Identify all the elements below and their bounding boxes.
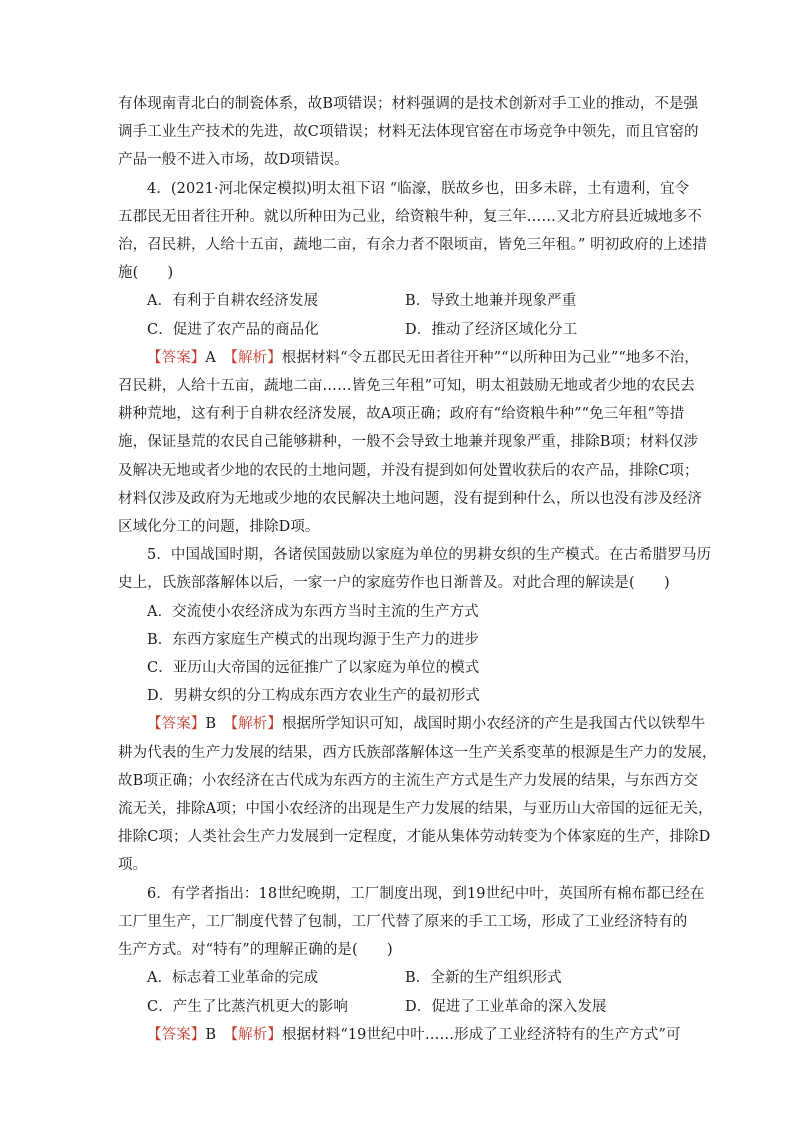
analysis-line: 耕种荒地，这有利于自耕农经济发展，故A项正确；政府有“给资粮牛种”“免三年租”等措 [118,406,685,423]
text-line: 调手工业生产技术的先进，故C项错误；材料无法体现官窑在市场竞争中领先，而且官窑的 [118,124,699,141]
option-c: C．促进了农产品的商品化 [147,321,319,338]
analysis-label: 【解析】 [230,1026,282,1043]
options-row [118,993,678,1021]
analysis-line: 施，保证垦荒的农民自己能够耕种，一般不会导致土地兼并现象严重，排除B项；材料仅涉 [118,434,699,451]
analysis-line: 召民耕，人给十五亩，蔬地二亩……皆免三年租”可知，明太祖鼓励无地或者少地的农民去 [118,378,695,395]
option-d: D．男耕女织的分工构成东西方农业生产的最初形式 [147,688,480,705]
answer-label: 【答案】 [147,716,206,733]
answer-label: 【答案】 [147,349,206,366]
question-stem-line: 5．中国战国时期，各诸侯国鼓励以家庭为单位的男耕女织的生产模式。在古希腊罗马历 [147,547,712,564]
options-row [118,316,678,344]
option-c: C．亚历山大帝国的远征推广了以家庭为单位的模式 [147,660,480,677]
analysis-line: 区域化分工的问题，排除D项。 [118,519,320,536]
question-stem-line: 五郡民无田者往开种。就以所种田为己业，给资粮牛种，复三年……又北方府县近城地多不 [118,208,702,225]
analysis-label: 【解析】 [230,716,282,733]
question-stem-line: 史上，氏族部落解体以后，一家一户的家庭劳作也日渐普及。对此合理的解读是( ) [118,575,670,592]
question-stem-line: 生产方式。对“特有”的理解正确的是( ) [118,942,393,959]
option-c: C．产生了比蒸汽机更大的影响 [147,998,348,1015]
answer-value: A [205,349,216,366]
analysis-line: 及解决无地或者少地的农民的土地问题，并没有提到如何处置收获后的农产品，排除C项； [118,462,699,479]
option-d: D．推动了经济区域化分工 [405,321,578,338]
option-b: B．导致土地兼并现象严重 [405,293,577,310]
question-stem-line: 4．(2021·河北保定模拟)明太祖下诏 “临濠，朕故乡也，田多未辟，土有遗利，宜令 [147,180,690,197]
answer-value: B [205,1026,217,1043]
page-content [118,90,717,1049]
question-5 [118,541,717,879]
question-stem-line: 6．有学者指出：18世纪晚期，工厂制度出现，到19世纪中叶，英国所有棉布都已经在 [147,885,705,902]
question-stem-line: 工厂里生产，工厂制度代替了包制，工厂代替了原来的手工工场，形成了工业经济特有的 [118,913,688,930]
question-6 [118,880,705,1049]
analysis-text: 根据所学知识可知，战国时期小农经济的产生是我国古代以铁犁牛 [281,716,706,733]
analysis-line: 材料仅涉及政府为无地或少地的农民解决土地问题，没有提到种什么，所以也没有涉及经济 [118,490,702,507]
option-b: B．东西方家庭生产模式的出现均源于生产力的进步 [147,631,479,648]
previous-analysis-continuation [118,90,699,175]
analysis-text: 根据材料“19世纪中叶……形成了工业经济特有的生产方式”可 [281,1026,681,1043]
analysis-line: 排除C项；人类社会生产力发展到一定程度，才能从集体劳动转变为个体家庭的生产，排除D [118,829,711,846]
text-line: 有体现南青北白的制瓷体系，故B项错误；材料强调的是技术创新对手工业的推动，不是强 [118,96,699,112]
option-a: A．有利于自耕农经济发展 [147,293,319,310]
answer-value: B [205,716,217,733]
question-stem-line: 治，召民耕，人给十五亩，蔬地二亩，有余力者不限顷亩，皆免三年租。” 明初政府的上述措 [118,237,707,254]
analysis-label: 【解析】 [230,349,282,366]
analysis-line: 流无关，排除A项；中国小农经济的出现是生产力发展的结果，与亚历山大帝国的远征无关， [118,801,713,818]
question-4 [118,175,707,542]
answer-line [118,344,699,372]
options-row [118,287,678,315]
question-stem-line: 施( ) [118,265,174,282]
analysis-line: 项。 [118,857,148,874]
answer-label: 【答案】 [147,1026,206,1043]
answer-line [118,710,706,738]
option-a: A．交流使小农经济成为东西方当时主流的生产方式 [147,603,479,620]
option-d: D．促进了工业革命的深入发展 [405,998,607,1015]
option-a: A．标志着工业革命的完成 [147,970,319,987]
answer-line [118,1021,681,1049]
option-b: B．全新的生产组织形式 [405,970,562,987]
analysis-line: 故B项正确；小农经济在古代成为东西方的主流生产方式是生产力发展的结果，与东西方交 [118,772,699,789]
text-line: 产品一般不进入市场，故D项错误。 [118,152,349,169]
options-row [118,964,678,992]
analysis-line: 耕为代表的生产力发展的结果，西方氏族部落解体这一生产关系变革的根源是生产力的发展， [118,744,717,761]
analysis-text: 根据材料“令五郡民无田者往开种”“以所种田为己业”“地多不治， [281,349,699,366]
